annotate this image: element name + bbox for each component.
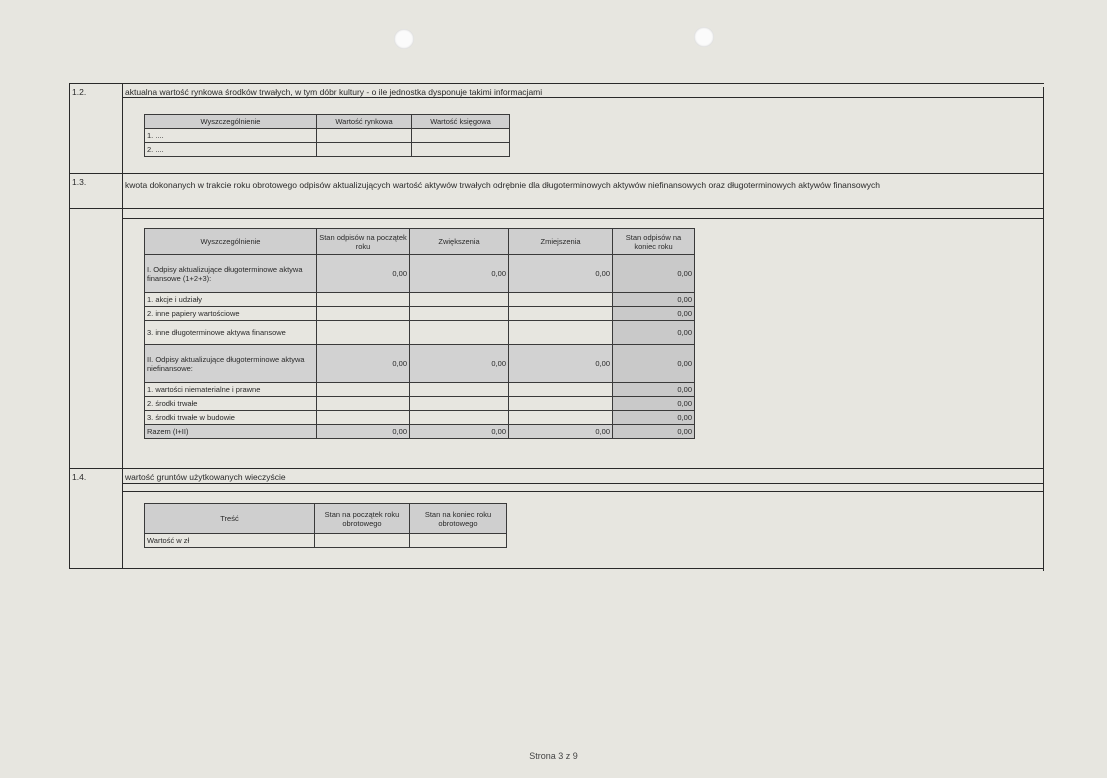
row-label: 1. akcje i udziały <box>145 293 317 307</box>
cell-value <box>317 411 410 425</box>
cell-value <box>509 293 613 307</box>
frame-bottom <box>69 568 1044 569</box>
cell-value: 0,00 <box>613 345 695 383</box>
table-row <box>145 411 695 425</box>
section-number-1-3: 1.3. <box>72 177 87 187</box>
sec13-header-bottom <box>69 208 1044 209</box>
cell-value: 0,00 <box>509 345 613 383</box>
cell-value <box>317 293 410 307</box>
row-label: 3. środki trwałe w budowie <box>145 411 317 425</box>
row-label: Wartość w zł <box>145 534 315 548</box>
row-label: 1. .... <box>145 129 317 143</box>
cell-value: 0,00 <box>410 425 509 439</box>
row-label: 2. .... <box>145 143 317 157</box>
punch-hole-right <box>694 27 714 47</box>
section-text-1-2: aktualna wartość rynkowa środków trwałych, w tym dóbr kultury - o ile jednostka dysponuje takimi informacjami <box>125 87 543 97</box>
row-label: II. Odpisy aktualizujące długoterminowe aktywa niefinansowe: <box>145 345 317 383</box>
frame-top <box>69 83 1044 84</box>
table-row <box>145 293 695 307</box>
row-label: Razem (I+II) <box>145 425 317 439</box>
cell-value: 0,00 <box>317 345 410 383</box>
col-header-zmniejszenia: Zmiejszenia <box>509 229 613 255</box>
cell-value: 0,00 <box>613 293 695 307</box>
table-row <box>145 321 695 345</box>
frame-number-divider <box>122 83 123 568</box>
cell-value <box>317 383 410 397</box>
col-header-tresc: Treść <box>145 504 315 534</box>
table-row <box>145 383 695 397</box>
section-text-1-4: wartość gruntów użytkowanych wieczyście <box>125 472 286 482</box>
cell-value <box>317 143 412 157</box>
row-label: 1. wartości niematerialne i prawne <box>145 383 317 397</box>
table-row <box>145 143 510 157</box>
cell-value: 0,00 <box>613 383 695 397</box>
cell-value <box>317 321 410 345</box>
table-row <box>145 307 695 321</box>
punch-hole-left <box>394 29 414 49</box>
land-value-table <box>144 503 507 548</box>
cell-value <box>509 397 613 411</box>
cell-value: 0,00 <box>613 321 695 345</box>
table-row-group-financial <box>145 255 695 293</box>
cell-value <box>410 321 509 345</box>
cell-value: 0,00 <box>613 307 695 321</box>
cell-value: 0,00 <box>410 255 509 293</box>
table-row <box>145 397 695 411</box>
cell-value: 0,00 <box>613 255 695 293</box>
row-label: 3. inne długoterminowe aktywa finansowe <box>145 321 317 345</box>
row-label: I. Odpisy aktualizujące długoterminowe aktywa finansowe (1+2+3): <box>145 255 317 293</box>
cell-value: 0,00 <box>509 425 613 439</box>
section-number-1-2: 1.2. <box>72 87 87 97</box>
cell-value <box>509 321 613 345</box>
col-header-wartosc-ksiegowa: Wartość księgowa <box>412 115 510 129</box>
cell-value: 0,00 <box>613 397 695 411</box>
sec13-top <box>69 173 1044 174</box>
cell-value <box>317 397 410 411</box>
market-value-table <box>144 114 510 157</box>
cell-value <box>410 411 509 425</box>
table-row <box>145 129 510 143</box>
page-number: Strona 3 z 9 <box>529 751 578 761</box>
col-header-wyszczegolnienie: Wyszczególnienie <box>145 115 317 129</box>
section-text-1-3: kwota dokonanych w trakcie roku obrotowego odpisów aktualizujących wartość aktywów trwałych odrębnie dla długoterminowych aktywów niefinansowych oraz długoterminowych aktywów finansowych <box>125 180 880 190</box>
cell-value <box>317 307 410 321</box>
col-header-stan-koniec: Stan odpisów na koniec roku <box>613 229 695 255</box>
cell-value <box>317 129 412 143</box>
cell-value: 0,00 <box>613 411 695 425</box>
section-number-1-4: 1.4. <box>72 472 87 482</box>
cell-value <box>315 534 410 548</box>
cell-value: 0,00 <box>317 425 410 439</box>
sec14-top <box>69 468 1044 469</box>
cell-value <box>509 411 613 425</box>
row-label: 2. środki trwałe <box>145 397 317 411</box>
cell-value <box>410 383 509 397</box>
col-header-stan-poczatek: Stan na początek roku obrotowego <box>315 504 410 534</box>
cell-value <box>410 534 507 548</box>
cell-value <box>509 307 613 321</box>
table-row-group-nonfinancial <box>145 345 695 383</box>
cell-value <box>412 143 510 157</box>
sec13-inner-line <box>122 218 1044 219</box>
cell-value <box>410 293 509 307</box>
col-header-zwiekszenia: Zwiększenia <box>410 229 509 255</box>
cell-value <box>412 129 510 143</box>
cell-value: 0,00 <box>410 345 509 383</box>
sec14-header-bottom <box>122 483 1044 484</box>
frame-left <box>69 83 70 568</box>
table-row <box>145 534 507 548</box>
cell-value: 0,00 <box>613 425 695 439</box>
col-header-wyszczegolnienie: Wyszczególnienie <box>145 229 317 255</box>
col-header-stan-koniec: Stan na koniec roku obrotowego <box>410 504 507 534</box>
table-row-total <box>145 425 695 439</box>
cell-value: 0,00 <box>317 255 410 293</box>
col-header-stan-poczatek: Stan odpisów na początek roku <box>317 229 410 255</box>
impairment-table <box>144 228 695 439</box>
sec14-inner-line <box>122 491 1044 492</box>
row-label: 2. inne papiery wartościowe <box>145 307 317 321</box>
frame-right <box>1043 87 1044 571</box>
cell-value: 0,00 <box>509 255 613 293</box>
col-header-wartosc-rynkowa: Wartość rynkowa <box>317 115 412 129</box>
cell-value <box>509 383 613 397</box>
cell-value <box>410 307 509 321</box>
cell-value <box>410 397 509 411</box>
